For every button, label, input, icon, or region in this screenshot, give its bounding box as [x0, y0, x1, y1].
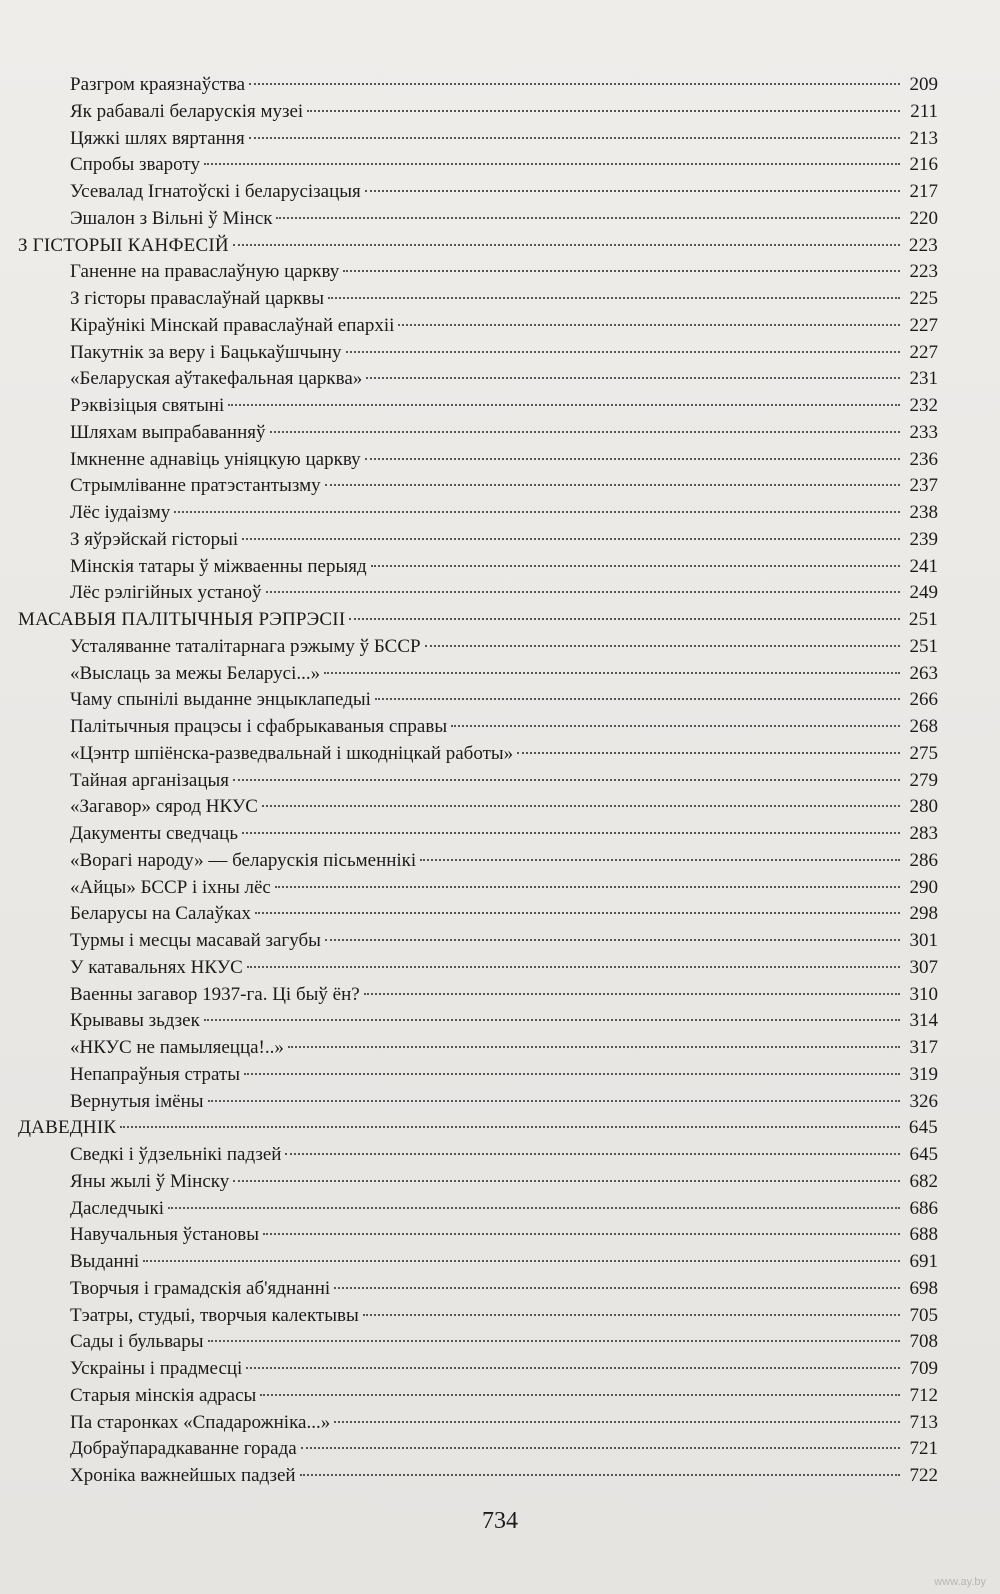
- dot-leader: [517, 752, 900, 754]
- toc-entry: [18, 500, 938, 527]
- toc-entry: [18, 1089, 938, 1116]
- toc-entry-title: Ваенны загавор 1937-га. Ці быў ён?: [70, 983, 360, 1005]
- dot-leader: [242, 832, 900, 834]
- toc-entry-page: 645: [909, 1144, 938, 1165]
- toc-entry: [18, 875, 938, 902]
- dot-leader: [242, 538, 900, 540]
- toc-entry-page: 708: [909, 1331, 938, 1353]
- toc-entry-title: Рэквізіцыя святыні: [70, 395, 225, 416]
- toc-entry: [18, 1383, 938, 1410]
- dot-leader: [244, 1073, 900, 1075]
- toc-entry-title: Яны жылі ў Мінску: [70, 1170, 230, 1192]
- toc-entry: [18, 1463, 938, 1490]
- toc-entry: [18, 982, 938, 1009]
- toc-entry: [18, 1356, 938, 1383]
- toc-entry: [18, 848, 938, 875]
- toc-entry-page: 227: [909, 341, 938, 363]
- toc-entry-page: 225: [909, 288, 938, 309]
- toc-entry-page: 698: [909, 1277, 938, 1299]
- toc-entry-page: 231: [909, 368, 938, 390]
- toc-entry: [18, 447, 938, 474]
- toc-entry-page: 310: [909, 983, 938, 1005]
- toc-entry-page: 237: [909, 475, 938, 497]
- toc-entry-page: 682: [909, 1170, 938, 1192]
- dot-leader: [288, 1046, 900, 1048]
- dot-leader: [420, 859, 900, 861]
- toc-entry-title: Тэатры, студыі, творчыя калектывы: [70, 1304, 359, 1326]
- toc-entry: [18, 1249, 938, 1276]
- toc-entry: [18, 1196, 938, 1223]
- dot-leader: [276, 217, 900, 219]
- toc-entry-page: 283: [909, 823, 938, 844]
- toc-entry-title: «Беларуская аўтакефальная царква»: [70, 368, 363, 390]
- toc-entry-page: 227: [909, 314, 938, 336]
- dot-leader: [346, 351, 900, 353]
- dot-leader: [255, 912, 900, 914]
- toc-entry-page: 213: [909, 127, 938, 149]
- toc-entry-title: Крывавы зьдзек: [70, 1010, 200, 1032]
- toc-entry: [18, 928, 938, 955]
- toc-entry: [18, 821, 938, 848]
- toc-entry: [18, 634, 938, 661]
- toc-entry-title: Разгром краязнаўства: [70, 74, 246, 95]
- toc-entry-page: 249: [909, 582, 938, 604]
- toc-entry-title: З гісторы праваслаўнай царквы: [70, 288, 325, 309]
- toc-entry: [18, 206, 938, 233]
- toc-entry-page: 216: [909, 154, 938, 176]
- toc-entry-title: «Ворагі народу» — беларускія пісьменнікі: [70, 849, 417, 871]
- toc-entry: [18, 1410, 938, 1437]
- toc-entry: [18, 473, 938, 500]
- toc-entry-page: 301: [909, 930, 938, 951]
- dot-leader: [307, 110, 900, 112]
- toc-entry-page: 217: [909, 181, 938, 202]
- toc-entry-title: Сады і бульвары: [70, 1331, 204, 1353]
- toc-entry-page: 279: [909, 769, 938, 791]
- toc-entry-title: Цяжкі шлях вяртання: [70, 127, 245, 149]
- dot-leader: [247, 966, 900, 968]
- toc-entry-page: 645: [908, 1117, 938, 1139]
- dot-leader: [366, 377, 900, 379]
- toc-entry: [18, 1222, 938, 1249]
- toc-entry-title: Чаму спынілі выданне энцыклапедыі: [70, 689, 371, 711]
- dot-leader: [285, 1153, 900, 1155]
- toc-entry-page: 223: [908, 234, 938, 256]
- toc-entry-page: 286: [909, 849, 938, 871]
- toc-entry-page: 688: [909, 1224, 938, 1246]
- dot-leader: [266, 591, 900, 593]
- toc-entry: [18, 1276, 938, 1303]
- toc-entry-title: «Загавор» сярод НКУС: [70, 796, 258, 818]
- toc-entry-page: 713: [909, 1411, 938, 1433]
- toc-entry-page: 712: [909, 1384, 938, 1406]
- toc-entry-title: Па старонках «Спадарожніка...»: [70, 1411, 331, 1433]
- toc-entry: [18, 955, 938, 982]
- toc-entry-page: 319: [909, 1063, 938, 1085]
- dot-leader: [168, 1207, 900, 1209]
- toc-entry-title: Даследчыкі: [70, 1197, 164, 1219]
- dot-leader: [365, 190, 900, 192]
- toc-entry: [18, 580, 938, 607]
- toc-entry: [18, 340, 938, 367]
- toc-entry-page: 686: [909, 1197, 938, 1219]
- toc-entry-page: 317: [909, 1037, 938, 1058]
- toc-section-heading: [18, 607, 938, 634]
- toc-entry-page: 211: [910, 100, 938, 122]
- dot-leader: [324, 672, 900, 674]
- toc-entry-title: Імкненне аднавіць уніяцкую царкву: [70, 448, 361, 470]
- dot-leader: [363, 1314, 900, 1316]
- dot-leader: [174, 511, 900, 513]
- toc-entry: [18, 661, 938, 688]
- watermark: www.ay.by: [934, 1576, 986, 1588]
- dot-leader: [260, 1394, 900, 1396]
- toc-entry-page: 220: [909, 207, 938, 229]
- toc-entry-page: 326: [909, 1090, 938, 1112]
- toc-entry-page: 268: [909, 716, 938, 737]
- toc-entry: [18, 687, 938, 714]
- toc-entry-title: Вернутыя імёны: [70, 1090, 204, 1112]
- toc-entry-page: 721: [909, 1438, 938, 1460]
- dot-leader: [120, 1126, 900, 1128]
- toc-entry: [18, 1035, 938, 1062]
- toc-entry-title: Беларусы на Салаўках: [70, 903, 251, 925]
- dot-leader: [334, 1421, 900, 1423]
- toc-entry-title: Усевалад Ігнатоўскі і беларусізацыя: [70, 181, 361, 202]
- dot-leader: [451, 725, 900, 727]
- toc-entry: [18, 259, 938, 286]
- toc-entry-page: 236: [909, 448, 938, 470]
- toc-entry-page: 233: [909, 421, 938, 443]
- toc-entry-page: 307: [909, 956, 938, 978]
- toc-entry: [18, 901, 938, 928]
- toc-entry-title: Дакументы сведчаць: [70, 823, 239, 844]
- dot-leader: [325, 484, 900, 486]
- toc-entry-title: Ганенне на праваслаўную царкву: [70, 261, 340, 283]
- toc-entry-title: «Выслаць за межы Беларусі...»: [70, 662, 321, 684]
- dot-leader: [375, 698, 900, 700]
- toc-section-heading: [18, 233, 938, 260]
- dot-leader: [262, 805, 900, 807]
- toc-entry-page: 232: [909, 395, 938, 416]
- toc-entry: [18, 179, 938, 206]
- dot-leader: [301, 1447, 900, 1449]
- toc-entry-title: Пакутнік за веру і Бацькаўшчыну: [70, 341, 342, 363]
- toc-entry-page: 298: [909, 903, 938, 925]
- dot-leader: [208, 1100, 900, 1102]
- toc-entry-page: 314: [909, 1010, 938, 1032]
- toc-entry-title: Лёс рэлігійных устаноў: [70, 582, 262, 604]
- toc-entry-page: 209: [909, 74, 938, 95]
- toc-entry-page: 275: [909, 742, 938, 764]
- toc-entry-page: 241: [909, 555, 938, 577]
- dot-leader: [249, 137, 900, 139]
- dot-leader: [371, 565, 900, 567]
- dot-leader: [364, 993, 900, 995]
- toc-entry-title: Мінскія татары ў міжваенны перыяд: [70, 555, 367, 577]
- dot-leader: [328, 297, 900, 299]
- toc-entry: [18, 99, 938, 126]
- toc-entry-title: «Цэнтр шпіёнска-разведвальнай і шкодніцкай работы»: [70, 742, 514, 764]
- toc-entry-page: 266: [909, 689, 938, 711]
- toc-entry-title: Спробы звароту: [70, 154, 200, 176]
- toc-entry: [18, 1142, 938, 1169]
- toc-entry-title: Кіраўнікі Мінскай праваслаўнай епархіі: [70, 314, 395, 336]
- toc-entry-page: 290: [909, 876, 938, 898]
- dot-leader: [228, 404, 900, 406]
- toc-entry-title: Эшалон з Вільні ў Мінск: [70, 207, 273, 229]
- toc-entry-title: У катавальнях НКУС: [70, 956, 243, 978]
- toc-entry: [18, 554, 938, 581]
- toc-entry: [18, 313, 938, 340]
- toc-entry-title: Як рабавалі беларускія музеі: [70, 100, 304, 122]
- toc-entry-title: Шляхам выпрабаванняў: [70, 421, 266, 443]
- toc-entry-title: Стрымліванне пратэстантызму: [70, 475, 321, 497]
- toc-entry-title: «Айцы» БССР і іхны лёс: [70, 876, 271, 898]
- dot-leader: [246, 1367, 900, 1369]
- toc-entry-page: 280: [909, 796, 938, 818]
- toc-entry: [18, 420, 938, 447]
- toc-entry: [18, 1436, 938, 1463]
- toc-entry: [18, 126, 938, 153]
- toc-entry-title: Творчыя і грамадскія аб'яднанні: [70, 1277, 331, 1299]
- toc-entry: [18, 1303, 938, 1330]
- toc-entry-page: 251: [909, 635, 938, 657]
- toc-entry-page: 238: [909, 502, 938, 523]
- dot-leader: [425, 645, 900, 647]
- toc-entry-title: Добраўпарадкаванне горада: [70, 1438, 297, 1460]
- toc-entry: [18, 393, 938, 420]
- dot-leader: [143, 1260, 900, 1262]
- dot-leader: [343, 270, 900, 272]
- dot-leader: [334, 1287, 900, 1289]
- dot-leader: [263, 1233, 900, 1235]
- toc-entry: [18, 1062, 938, 1089]
- toc-entry-page: 251: [908, 609, 938, 630]
- dot-leader: [233, 779, 900, 781]
- toc-entry-page: 709: [909, 1358, 938, 1379]
- toc-entry-title: МАСАВЫЯ ПАЛІТЫЧНЫЯ РЭПРЭСІІ: [18, 609, 346, 630]
- toc-entry: [18, 286, 938, 313]
- toc-entry-title: Выданні: [70, 1251, 140, 1272]
- dot-leader: [249, 83, 900, 85]
- toc-entry-title: Палітычныя працэсы і сфабрыкаваныя справы: [70, 716, 448, 737]
- dot-leader: [233, 1180, 900, 1182]
- toc-entry-page: 239: [909, 528, 938, 550]
- page-number: 734: [482, 1508, 518, 1534]
- toc-entry: [18, 768, 938, 795]
- toc-entry-title: Хроніка важнейшых падзей: [70, 1465, 296, 1486]
- dot-leader: [204, 163, 900, 165]
- toc-entry: [18, 1008, 938, 1035]
- toc-entry-title: ДАВЕДНІК: [18, 1117, 117, 1139]
- dot-leader: [300, 1474, 900, 1476]
- toc-entry: [18, 366, 938, 393]
- toc-entry-title: Лёс іудаізму: [70, 502, 171, 523]
- dot-leader: [365, 458, 900, 460]
- toc-entry: [18, 527, 938, 554]
- toc-entry-title: Сведкі і ўдзельнікі падзей: [70, 1144, 282, 1165]
- dot-leader: [270, 431, 900, 433]
- dot-leader: [398, 324, 900, 326]
- toc-entry: [18, 794, 938, 821]
- toc-entry-page: 223: [909, 261, 938, 283]
- toc-entry-title: Навучальныя ўстановы: [70, 1224, 260, 1246]
- toc-entry-title: Старыя мінскія адрасы: [70, 1384, 257, 1406]
- toc-entry-page: 263: [909, 662, 938, 684]
- toc-entry-title: Усталяванне таталітарнага рэжыму ў БССР: [70, 635, 421, 657]
- dot-leader: [325, 939, 900, 941]
- toc-entry-title: Тайная арганізацыя: [70, 769, 230, 791]
- toc-entry: [18, 72, 938, 99]
- toc-entry-title: Ускраіны і прадмесці: [70, 1358, 243, 1379]
- toc-entry-title: Непапраўныя страты: [70, 1063, 241, 1085]
- dot-leader: [233, 244, 900, 246]
- toc-entry-page: 722: [909, 1465, 938, 1486]
- toc-entry: [18, 741, 938, 768]
- toc-entry-title: З ГІСТОРЫІ КАНФЕСІЙ: [18, 234, 229, 256]
- toc-entry: [18, 1329, 938, 1356]
- toc-entry-title: З яўрэйскай гісторыі: [70, 528, 239, 550]
- dot-leader: [208, 1340, 901, 1342]
- dot-leader: [275, 886, 900, 888]
- toc-entry: [18, 714, 938, 741]
- dot-leader: [349, 618, 900, 620]
- dot-leader: [204, 1019, 900, 1021]
- toc-entry-page: 691: [909, 1251, 938, 1272]
- table-of-contents: [18, 72, 938, 1490]
- toc-entry: [18, 152, 938, 179]
- toc-entry: [18, 1169, 938, 1196]
- toc-entry-title: Турмы і месцы масавай загубы: [70, 930, 321, 951]
- toc-entry-title: «НКУС не памыляецца!..»: [70, 1037, 284, 1058]
- toc-section-heading: [18, 1115, 938, 1142]
- toc-entry-page: 705: [909, 1304, 938, 1326]
